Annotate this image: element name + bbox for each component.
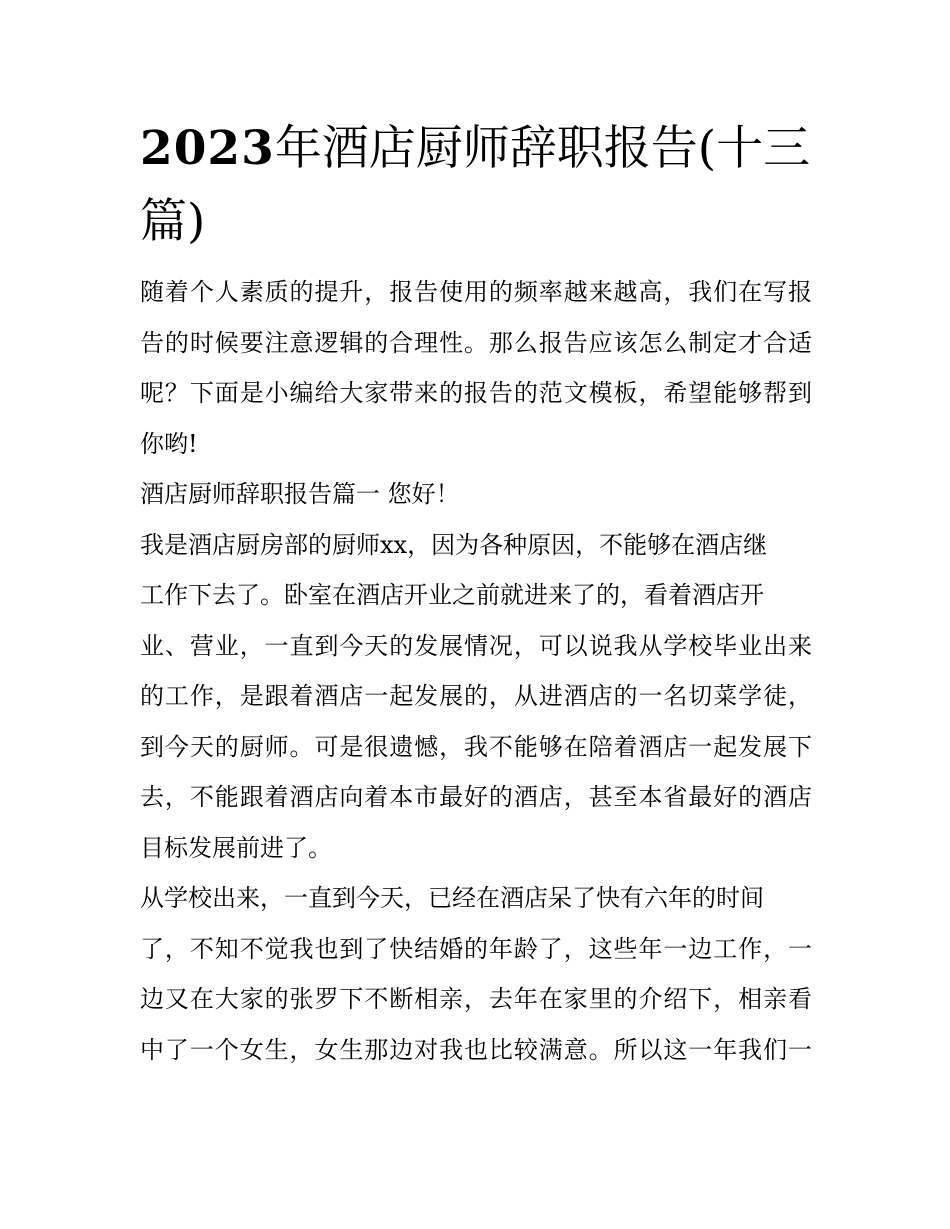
body-line: 的工作，是跟着酒店一起发展的，从进酒店的一名切菜学徒， bbox=[140, 682, 812, 710]
body-line: 了，不知不觉我也到了快结婚的年龄了，这些年一边工作，一 bbox=[140, 934, 812, 963]
body-line: 边又在大家的张罗下不断相亲，去年在家里的介绍下，相亲看 bbox=[140, 985, 812, 1013]
document-body bbox=[140, 267, 812, 1075]
body-line: 你哟! bbox=[140, 429, 198, 458]
body-line: 我是酒店厨房部的厨师xx，因为各种原因，不能够在酒店继 bbox=[140, 530, 768, 559]
body-line: 中了一个女生，女生那边对我也比较满意。所以这一年我们一 bbox=[140, 1035, 812, 1064]
body-line: 呢？下面是小编给大家带来的报告的范文模板，希望能够帮到 bbox=[140, 379, 812, 407]
body-line: 业、营业，一直到今天的发展情况，可以说我从学校毕业出来 bbox=[140, 631, 812, 660]
document-page bbox=[140, 112, 812, 1075]
body-line: 从学校出来，一直到今天，已经在酒店呆了快有六年的时间 bbox=[140, 884, 764, 912]
body-line: 目标发展前进了。 bbox=[140, 833, 332, 862]
title-year: 2023 bbox=[140, 121, 275, 176]
body-line: 到今天的厨师。可是很遗憾，我不能够在陪着酒店一起发展下 bbox=[140, 732, 812, 761]
body-line: 随着个人素质的提升，报告使用的频率越来越高，我们在写报 bbox=[140, 278, 812, 306]
body-line: 工作下去了。卧室在酒店开业之前就进来了的，看着酒店开 bbox=[140, 581, 764, 609]
document-title bbox=[140, 112, 812, 258]
section-heading: 酒店厨师辞职报告篇一 您好！ bbox=[140, 480, 460, 508]
body-line: 去，不能跟着酒店向着本市最好的酒店，甚至本省最好的酒店 bbox=[140, 783, 812, 811]
body-line: 告的时候要注意逻辑的合理性。那么报告应该怎么制定才合适 bbox=[140, 328, 812, 357]
title-text: 年酒店厨师辞职报告(十三篇) bbox=[140, 121, 811, 249]
